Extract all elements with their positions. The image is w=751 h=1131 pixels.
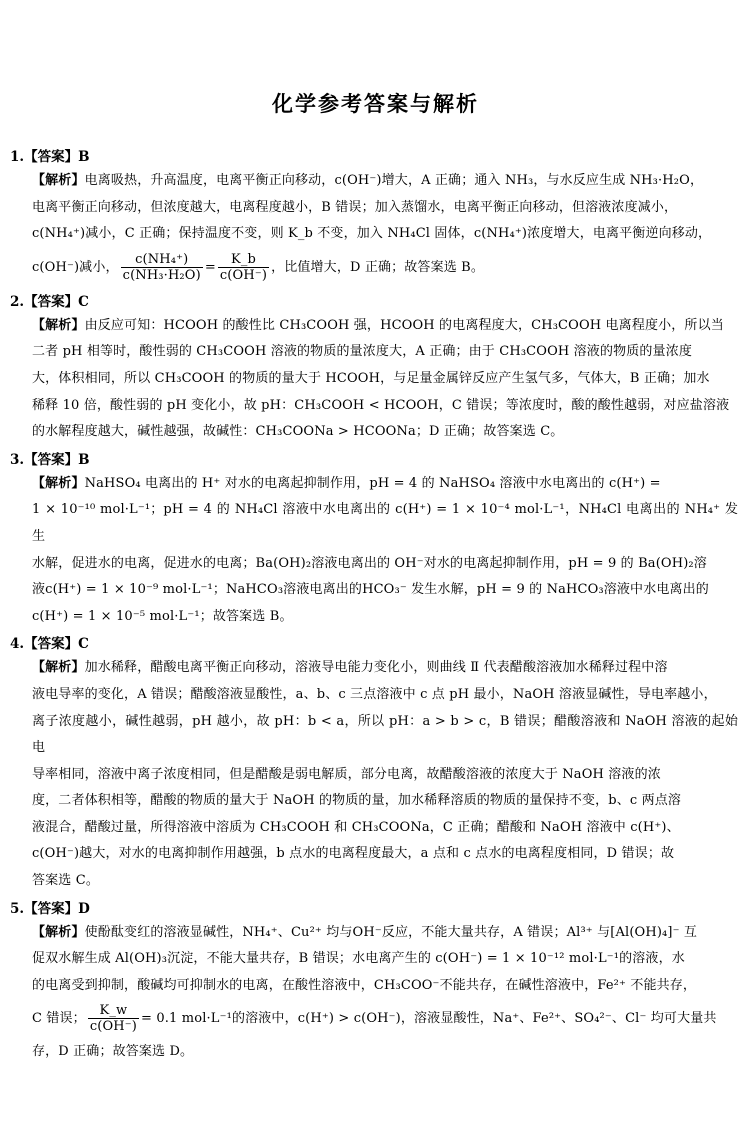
question-5-header (10, 898, 738, 920)
analysis-line: 【解析】由反应可知：HCOOH 的酸性比 CH₃COOH 强，HCOOH 的电离程度大，CH₃COOH 电离程度小，所以当 (32, 317, 724, 333)
question-number: 4. (10, 636, 25, 653)
page-title: 化学参考答案与解析 (272, 92, 479, 116)
question-2 (10, 291, 738, 446)
answer-value: D (78, 900, 90, 917)
question-1 (10, 146, 738, 288)
question-number: 5. (10, 900, 25, 917)
question-4-header (10, 633, 738, 655)
fraction: $\frac{K\_w}{c(OH^-)}$ (89, 1003, 138, 1035)
question-number: 1. (10, 149, 25, 165)
question-1-header (10, 146, 738, 168)
question-number: 3. (10, 451, 25, 468)
question-2-analysis (10, 313, 738, 446)
analysis-line: 离子浓度越小，碱性越弱，pH 越小，故 pH：b < a，所以 pH：a > b > c，B 错误；醋酸溶液和 NaOH 溶液的起始电 (32, 713, 738, 756)
analysis-line: 的水解程度越大，碱性越强，故碱性：CH₃COONa > HCOONa；D 正确；故答案选 C。 (32, 424, 564, 440)
analysis-line: 液c(H⁺) = 1 × 10⁻⁹ mol·L⁻¹；NaHCO₃溶液电离出的HCO₃⁻ 发生水解，pH = 9 的 NaHCO₃溶液中水电离出的 (32, 582, 709, 598)
analysis-line: 【解析】NaHSO₄ 电离出的 H⁺ 对水的电离起抑制作用，pH = 4 的 NaHSO₄ 溶液中水电离出的 c(H⁺) = (32, 475, 661, 491)
question-4 (10, 633, 738, 894)
analysis-line: c(OH⁻)越大，对水的电离抑制作用越强，b 点水的电离程度最大，a 点和 c 点水的电离程度相同，D 错误；故 (32, 846, 675, 862)
question-4-analysis (10, 655, 738, 894)
analysis-line: 二者 pH 相等时，酸性弱的 CH₃COOH 溶液的物质的量浓度大，A 正确；由于 CH₃COOH 溶液的物质的量浓度 (32, 344, 693, 360)
analysis-line: 大，体积相同，所以 CH₃COOH 的物质的量大于 HCOOH，与足量金属锌反应产生氢气多，气体大，B 正确；加水 (32, 370, 710, 386)
answer-value: B (78, 149, 90, 165)
question-number: 2. (10, 293, 25, 310)
question-1-analysis (10, 168, 738, 288)
analysis-line: 【解析】使酚酞变红的溶液显碱性，NH₄⁺、Cu²⁺ 均与OH⁻反应，不能大量共存，A 错误；Al³⁺ 与[Al(OH)₄]⁻ 互 (32, 924, 698, 940)
analysis-line: 1 × 10⁻¹⁰ mol·L⁻¹；pH = 4 的 NH₄Cl 溶液中水电离出的 c(H⁺) = 1 × 10⁻⁴ mol·L⁻¹，NH₄Cl 电离出的 NH₄⁺ 发生 (32, 502, 738, 544)
answer-label: 【答案】 (24, 451, 79, 468)
analysis-line: 【解析】加水稀释，醋酸电离平衡正向移动，溶液导电能力变化小，则曲线 Ⅱ 代表醋酸溶液加水稀释过程中溶 (32, 660, 668, 676)
analysis-label: 【解析】 (32, 924, 85, 940)
answer-label: 【答案】 (24, 293, 79, 310)
answer-label: 【答案】 (24, 900, 79, 917)
answer-label: 【答案】 (24, 636, 79, 653)
formula-line: c(OH⁻)减小， $\frac{\text{c(NH₄⁺)}}{\text{c(NH₃·H₂O)}}$ = $\frac{K\_b}{c(OH^-)}$ ，比值增大，D 正确；故答案选 B。 (32, 251, 485, 283)
fraction: $\frac{\text{c(NH₄⁺)}}{\text{c(NH₃·H₂O)}}$ (122, 251, 201, 283)
fraction: $\frac{K\_b}{c(OH^-)}$ (219, 251, 268, 283)
answer-value: C (78, 293, 89, 310)
analysis-line: 【解析】电离吸热，升高温度，电离平衡正向移动，c(OH⁻)增大，A 正确；通入 NH₃，与水反应生成 NH₃·H₂O， (32, 173, 704, 188)
analysis-label: 【解析】 (32, 475, 85, 491)
question-5 (10, 898, 738, 1066)
answer-content (10, 146, 738, 1069)
analysis-line: 稀释 10 倍，酸性弱的 pH 变化小，故 pH：CH₃COOH < HCOOH，C 错误；等浓度时，酸的酸性越弱，对应盐溶液 (32, 397, 730, 413)
formula-line: C 错误； $\frac{K\_w}{c(OH^-)}$ = 0.1 mol·L⁻¹的溶液中，c(H⁺) > c(OH⁻)，溶液显酸性，Na⁺、Fe²⁺、SO₄²⁻、Cl⁻ 均可大量共 (32, 1003, 717, 1035)
analysis-line: 促双水解生成 Al(OH)₃沉淀，不能大量共存，B 错误；水电离产生的 c(OH⁻) = 1 × 10⁻¹² mol·L⁻¹的溶液，水 (32, 951, 685, 967)
analysis-label: 【解析】 (32, 317, 85, 333)
question-2-header (10, 291, 738, 313)
analysis-line: 度，二者体积相等，醋酸的物质的量大于 NaOH 的物质的量，加水稀释溶质的物质的量保持不变，b、c 两点溶 (32, 793, 682, 809)
analysis-line: 电离平衡正向移动，但浓度越大，电离程度越小，B 错误；加入蒸馏水，电离平衡正向移动，但溶液浓度减小， (32, 199, 678, 215)
analysis-line: c(H⁺) = 1 × 10⁻⁵ mol·L⁻¹；故答案选 B。 (32, 608, 293, 624)
analysis-line: 水解，促进水的电离，促进水的电离；Ba(OH)₂溶液电离出的 OH⁻对水的电离起抑制作用，pH = 9 的 Ba(OH)₂溶 (32, 555, 707, 571)
analysis-line: c(NH₄⁺)减小，C 正确；保持温度不变，则 K_b 不变，加入 NH₄Cl 固体，c(NH₄⁺)浓度增大，电离平衡逆向移动， (32, 226, 712, 242)
question-3 (10, 449, 738, 631)
question-5-analysis (10, 920, 738, 1066)
analysis-line: 导率相同，溶液中离子浓度相同，但是醋酸是弱电解质，部分电离，故醋酸溶液的浓度大于 NaOH 溶液的浓 (32, 766, 661, 782)
analysis-line: 液混合，醋酸过量，所得溶液中溶质为 CH₃COOH 和 CH₃COONa，C 正确；醋酸和 NaOH 溶液中 c(H⁺)、 (32, 819, 680, 835)
question-3-header (10, 449, 738, 471)
analysis-label: 【解析】 (32, 173, 85, 188)
analysis-line: 的电离受到抑制，酸碱均可抑制水的电离，在酸性溶液中，CH₃COO⁻不能共存，在碱性溶液中，Fe²⁺ 不能共存， (32, 977, 697, 993)
analysis-line: 存，D 正确；故答案选 D。 (32, 1044, 194, 1060)
answer-label: 【答案】 (24, 149, 79, 165)
analysis-line: 答案选 C。 (32, 873, 99, 889)
answer-value: B (78, 451, 90, 468)
question-3-analysis (10, 471, 738, 631)
analysis-label: 【解析】 (32, 660, 85, 676)
answer-value: C (78, 636, 89, 653)
analysis-line: 液电导率的变化，A 错误；醋酸溶液显酸性，a、b、c 三点溶液中 c 点 pH 最小，NaOH 溶液显碱性，导电率越小， (32, 686, 717, 702)
